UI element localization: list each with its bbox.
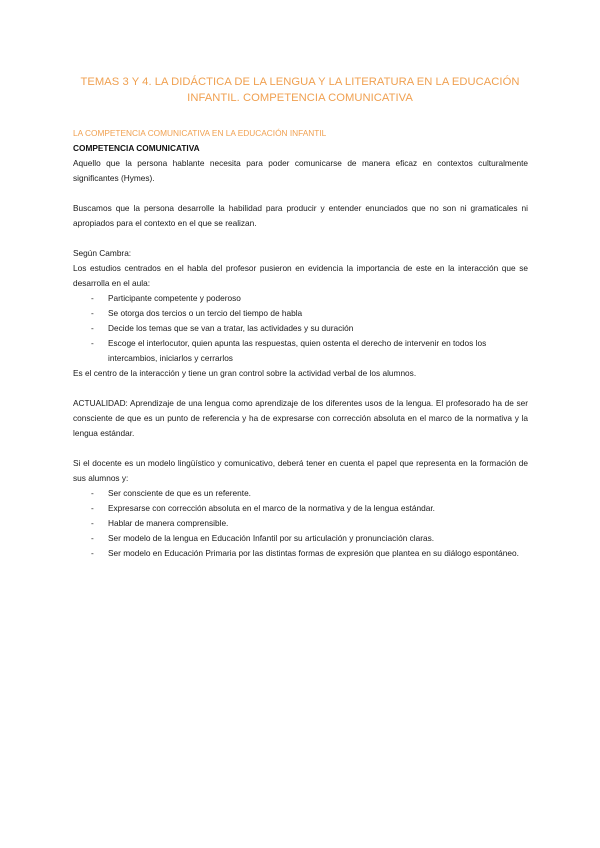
section-heading: LA COMPETENCIA COMUNICATIVA EN LA EDUCACIÓN INFANTIL xyxy=(73,128,327,138)
list-item-text: Hablar de manera comprensible. xyxy=(108,518,229,528)
list-item-text: Ser modelo en Educación Primaria por las distintas formas de expresión que plantea en su diálogo espontáneo. xyxy=(108,548,519,558)
list-item-text: Escoge el interlocutor, quien apunta las respuestas, quien ostenta el derecho de intervenir en todos los intercambios, iniciarlos y cerrarlos xyxy=(108,338,487,363)
dash-bullet: - xyxy=(91,323,94,333)
list-item xyxy=(73,306,528,321)
cambra-intro: Los estudios centrados en el habla del profesor pusieron en evidencia la importancia de este en la interacción que se desarrolla en el aula: xyxy=(73,263,528,288)
spacer xyxy=(73,231,528,246)
dash-bullet: - xyxy=(91,488,94,498)
list-item xyxy=(73,336,528,366)
list-item-text: Expresarse con corrección absoluta en el marco de la normativa y de la lengua estándar. xyxy=(108,503,435,513)
list-item xyxy=(73,546,528,561)
cambra-conclusion: Es el centro de la interacción y tiene un gran control sobre la actividad verbal de los alumnos. xyxy=(73,368,417,378)
list-item xyxy=(73,516,528,531)
list-item-text: Ser modelo de la lengua en Educación Infantil por su articulación y pronunciación claras. xyxy=(108,533,435,543)
dash-bullet: - xyxy=(91,338,94,348)
list-item xyxy=(73,291,528,306)
docente-intro: Si el docente es un modelo lingüístico y comunicativo, deberá tener en cuenta el papel que representa en la formación de sus alumnos y: xyxy=(73,458,528,483)
list-item-text: Decide los temas que se van a tratar, las actividades y su duración xyxy=(108,323,354,333)
list-item-text: Se otorga dos tercios o un tercio del tiempo de habla xyxy=(108,308,303,318)
spacer xyxy=(73,186,528,201)
sub-heading: COMPETENCIA COMUNICATIVA xyxy=(73,143,200,153)
dash-bullet: - xyxy=(91,503,94,513)
list-item xyxy=(73,501,528,516)
spacer xyxy=(73,441,528,456)
cambra-label: Según Cambra: xyxy=(73,248,132,258)
dash-bullet: - xyxy=(91,533,94,543)
dash-bullet: - xyxy=(91,293,94,303)
list-item xyxy=(73,486,528,501)
dash-bullet: - xyxy=(91,518,94,528)
document-body xyxy=(73,126,528,561)
docente-list xyxy=(73,486,528,561)
actualidad-paragraph: ACTUALIDAD: Aprendizaje de una lengua como aprendizaje de los diferentes usos de la lengua. El profesorado ha de ser consciente de que es un punto de referencia y ha de expresarse con corrección absoluta en el marco de la normativa y la lengua estándar. xyxy=(73,398,528,438)
spacer xyxy=(73,381,528,396)
list-item-text: Ser consciente de que es un referente. xyxy=(108,488,251,498)
list-item xyxy=(73,321,528,336)
cambra-list xyxy=(73,291,528,366)
definition-paragraph: Aquello que la persona hablante necesita para poder comunicarse de manera eficaz en contextos culturalmente significantes (Hymes). xyxy=(73,158,528,183)
list-item xyxy=(73,531,528,546)
document-title: TEMAS 3 Y 4. LA DIDÁCTICA DE LA LENGUA Y LA LITERATURA EN LA EDUCACIÓN INFANTIL. COMPETENCIA COMUNICATIVA xyxy=(80,76,520,104)
list-item-text: Participante competente y poderoso xyxy=(108,293,241,303)
dash-bullet: - xyxy=(91,548,94,558)
paragraph-buscamos: Buscamos que la persona desarrolle la habilidad para producir y entender enunciados que no son ni gramaticales ni apropiados para el contexto en el que se realizan. xyxy=(73,203,528,228)
dash-bullet: - xyxy=(91,308,94,318)
